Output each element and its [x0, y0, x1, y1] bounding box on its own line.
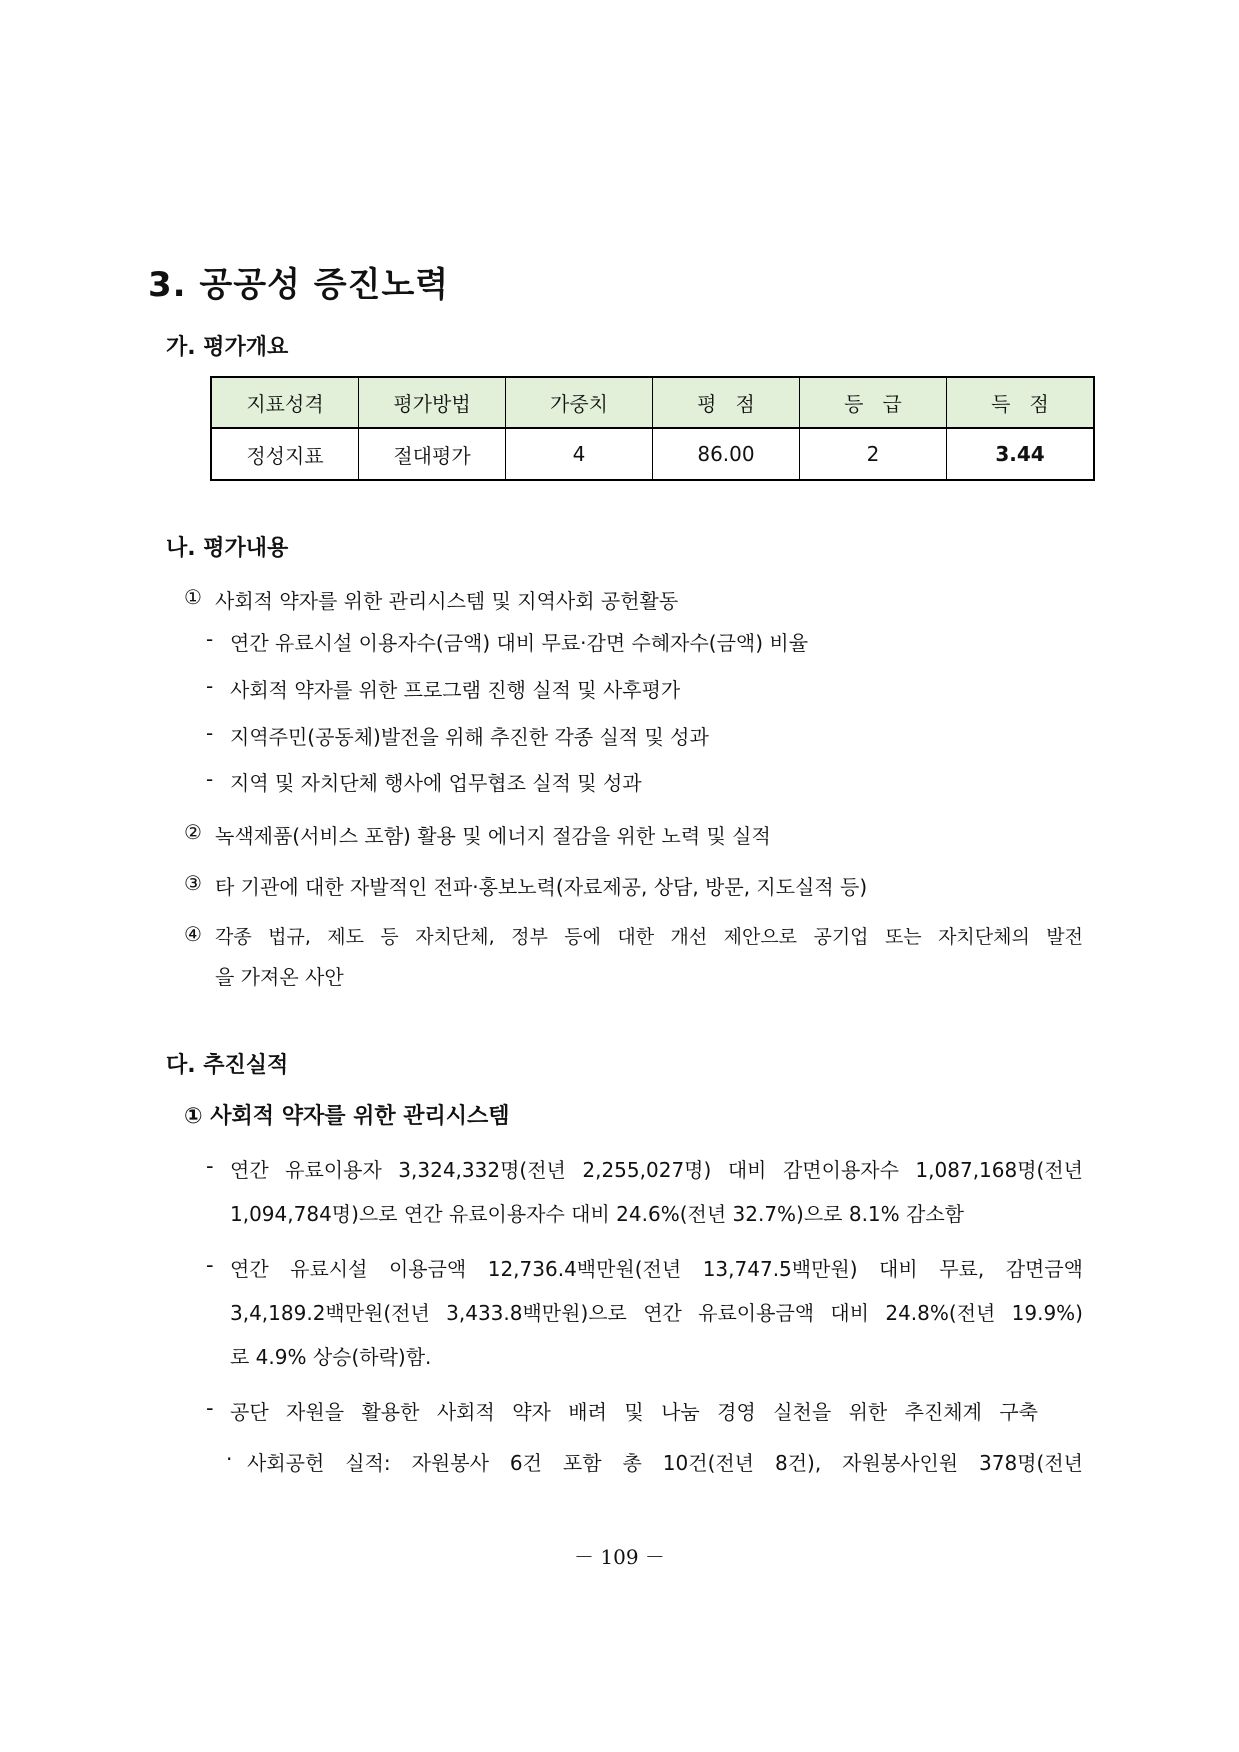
- cell-points: 3.44: [947, 428, 1095, 480]
- result-para-4: 사회공헌 실적: 자원봉사 6건 포함 총 10건(전년 8건), 자원봉사인원 378명(전년: [247, 1451, 1083, 1475]
- header-score: 평 점: [653, 377, 800, 428]
- result-para-2-line2: 3,4,189.2백만원(전년 3,433.8백만원)으로 연간 유료이용금액 대비 24.8%(전년 19.9%): [230, 1301, 1083, 1325]
- content-1-item-1: 연간 유료시설 이용자수(금액) 대비 무료·감면 수혜자수(금액) 비율: [230, 631, 809, 655]
- result-para-3: 공단 자원을 활용한 사회적 약자 배려 및 나눔 경영 실천을 위한 추진체계 구축: [230, 1400, 1038, 1424]
- result-para-2-line3: 로 4.9% 상승(하락)함.: [230, 1345, 432, 1369]
- dash-marker: -: [206, 627, 214, 651]
- header-points: 득 점: [947, 377, 1095, 428]
- cell-score: 86.00: [653, 428, 800, 480]
- content-1-item-2: 사회적 약자를 위한 프로그램 진행 실적 및 사후평가: [230, 678, 681, 702]
- cell-weight: 4: [506, 428, 653, 480]
- content-1-number: ①: [184, 585, 202, 609]
- content-2-text: 녹색제품(서비스 포함) 활용 및 에너지 절감을 위한 노력 및 실적: [215, 824, 771, 848]
- result-para-2-line1: 연간 유료시설 이용금액 12,736.4백만원(전년 13,747.5백만원) 대비 무료, 감면금액: [230, 1257, 1083, 1281]
- dot-marker: ·: [226, 1447, 233, 1471]
- subsection-overview-title: 가. 평가개요: [166, 335, 289, 360]
- dash-marker: -: [206, 1154, 214, 1178]
- dash-marker: -: [206, 721, 214, 745]
- result-1-title: ① 사회적 약자를 위한 관리시스템: [184, 1104, 510, 1129]
- content-3-number: ③: [184, 871, 202, 895]
- header-grade: 등 급: [800, 377, 947, 428]
- content-3-text: 타 기관에 대한 자발적인 전파·홍보노력(자료제공, 상담, 방문, 지도실적 등): [215, 875, 868, 899]
- page-number: － 109 －: [574, 1545, 665, 1569]
- content-1-item-4: 지역 및 자치단체 행사에 업무협조 실적 및 성과: [230, 771, 642, 795]
- evaluation-summary-table: [210, 376, 1095, 481]
- table-row: [211, 428, 1094, 480]
- dash-marker: -: [206, 1396, 214, 1420]
- header-evaluation-method: 평가방법: [359, 377, 506, 428]
- cell-grade: 2: [800, 428, 947, 480]
- subsection-results-title: 다. 추진실적: [166, 1053, 289, 1078]
- dash-marker: -: [206, 674, 214, 698]
- section-title: 3. 공공성 증진노력: [148, 265, 450, 305]
- content-4-text-line1: 각종 법규, 제도 등 자치단체, 정부 등에 대한 개선 제안으로 공기업 또는 자치단체의 발전: [215, 926, 1083, 948]
- content-4-number: ④: [184, 922, 202, 946]
- header-weight: 가중치: [506, 377, 653, 428]
- dash-marker: -: [206, 767, 214, 791]
- result-para-1-line1: 연간 유료이용자 3,324,332명(전년 2,255,027명) 대비 감면이용자수 1,087,168명(전년: [230, 1158, 1083, 1182]
- header-indicator-type: 지표성격: [211, 377, 359, 428]
- result-para-1-line2: 1,094,784명)으로 연간 유료이용자수 대비 24.6%(전년 32.7%)으로 8.1% 감소함: [230, 1202, 964, 1226]
- content-1-item-3: 지역주민(공동체)발전을 위해 추진한 각종 실적 및 성과: [230, 725, 709, 749]
- content-2-number: ②: [184, 820, 202, 844]
- content-1-text: 사회적 약자를 위한 관리시스템 및 지역사회 공헌활동: [215, 589, 679, 613]
- cell-indicator-type: 정성지표: [211, 428, 359, 480]
- cell-evaluation-method: 절대평가: [359, 428, 506, 480]
- content-4-text-line2: 을 가져온 사안: [215, 965, 344, 989]
- dash-marker: -: [206, 1253, 214, 1277]
- table-header-row: [211, 377, 1094, 428]
- subsection-content-title: 나. 평가내용: [166, 536, 289, 561]
